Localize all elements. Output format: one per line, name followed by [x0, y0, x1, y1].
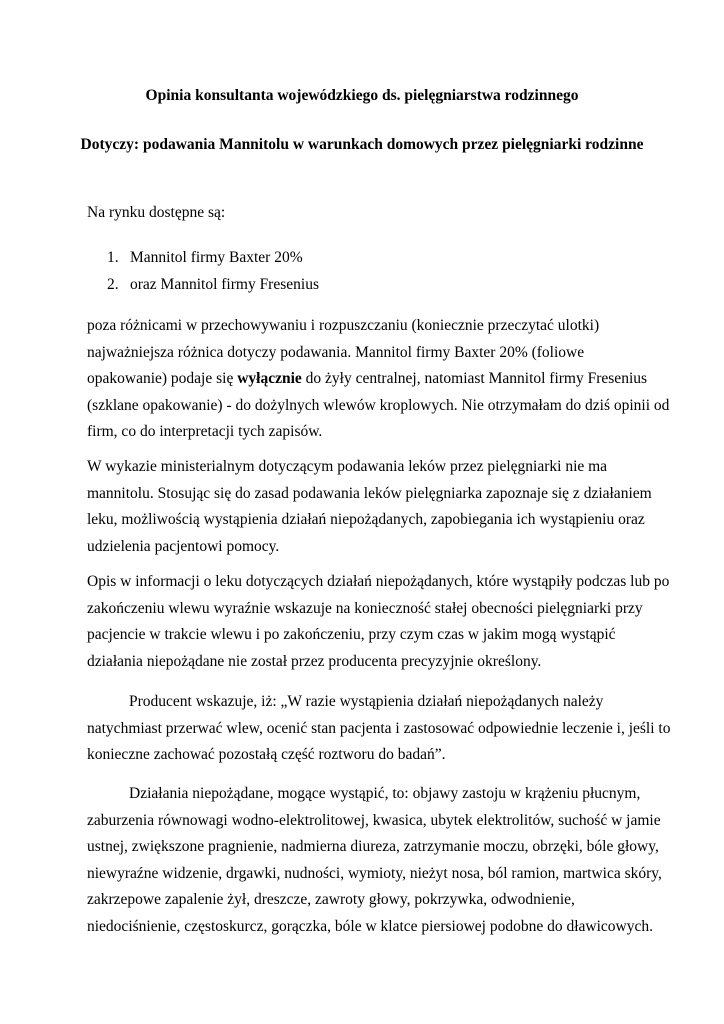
text-line: Producent wskazuje, iż: „W razie wystąpienia działań niepożądanych należy [129, 693, 604, 710]
text-fragment: opakowanie) podaje się [87, 370, 238, 388]
text-line: mannitolu. Stosując się do zasad podawania leków pielęgniarka zapoznaje się z działaniem [87, 484, 652, 502]
text-line: Opis w informacji o leku dotyczących działań niepożądanych, które wystąpiły podczas lub po [87, 573, 670, 590]
paragraph-differences [87, 313, 670, 446]
text-line: leku, możliwością wystąpienia działań niepożądanych, zapobiegania ich wystąpieniu oraz [87, 511, 645, 529]
document-subject: Dotyczy: podawania Mannitolu w warunkach domowych przez pielęgniarki rodzinne [80, 136, 644, 153]
text-line: (szklane opakowanie) - do dożylnych wlewów kroplowych. Nie otrzymałam do dziś opinii od [87, 396, 670, 414]
text-line: niewyraźne widzenie, drgawki, nudności, wymioty, nieżyt nosa, ból ramion, martwica skóry, [87, 864, 662, 882]
list-item [107, 244, 319, 271]
text-fragment: do żyły centralnej, natomiast Mannitol firmy Fresenius [301, 370, 648, 388]
text-line: zakończeniu wlewu wyraźnie wskazuje na konieczność stałej obecności pielęgniarki przy [87, 599, 643, 617]
text-line: zakrzepowe zapalenie żył, dreszcze, zawroty głowy, pokrzywka, odwodnienie, [87, 891, 575, 909]
emphasis-text: wyłącznie [237, 370, 302, 388]
paragraph-adverse-effects-info [87, 569, 670, 675]
text-line: ustnej, zwiększone pragnienie, nadmierna diureza, zatrzymanie moczu, obrzęki, bóle głowy, [87, 838, 659, 856]
text-line [87, 366, 647, 393]
text-line: zaburzenia równowagi wodno-elektrolitowej, kwasica, ubytek elektrolitów, suchość w jamie [87, 811, 661, 829]
text-line: działania niepożądane nie został przez producenta precyzyjnie określony. [87, 652, 542, 670]
text-line: konieczne zachować pozostałą część roztworu do badań”. [87, 746, 446, 764]
text-line: Działania niepożądane, mogące wystąpić, to: objawy zastoju w krążeniu płucnym, [129, 785, 641, 802]
text-line: natychmiast przerwać wlew, ocenić stan pacjenta i zastosować odpowiednie leczenie i, jeśli to [87, 719, 671, 737]
paragraph-adverse-effects-list [87, 781, 662, 941]
text-line: firm, co do interpretacji tych zapisów. [87, 423, 323, 441]
text-line: udzielenia pacjentowi pomocy. [87, 537, 280, 555]
paragraph-ministerial-list [87, 454, 652, 560]
list-number: 2. [107, 276, 119, 293]
list-item-text: Mannitol firmy Baxter 20% [130, 249, 303, 266]
list-item-text: oraz Mannitol firmy Fresenius [130, 276, 319, 293]
document-title: Opinia konsultanta wojewódzkiego ds. pielęgniarstwa rodzinnego [145, 87, 579, 104]
paragraph-producent-quote [87, 689, 671, 769]
intro-text: Na rynku dostępne są: [87, 204, 226, 221]
list-item [107, 271, 319, 298]
product-list [107, 244, 319, 298]
text-line: poza różnicami w przechowywaniu i rozpuszczaniu (koniecznie przeczytać ulotki) [87, 317, 600, 334]
text-line: pacjencie w trakcie wlewu i po zakończeniu, przy czym czas w jakim mogą wystąpić [87, 626, 616, 644]
text-line: najważniejsza różnica dotyczy podawania. Mannitol firmy Baxter 20% (foliowe [87, 343, 585, 361]
text-line: W wykazie ministerialnym dotyczącym podawania leków przez pielęgniarki nie ma [87, 458, 608, 475]
list-number: 1. [107, 249, 119, 266]
text-line: niedociśnienie, częstoskurcz, gorączka, bóle w klatce piersiowej podobne do dławicowych. [87, 917, 653, 935]
